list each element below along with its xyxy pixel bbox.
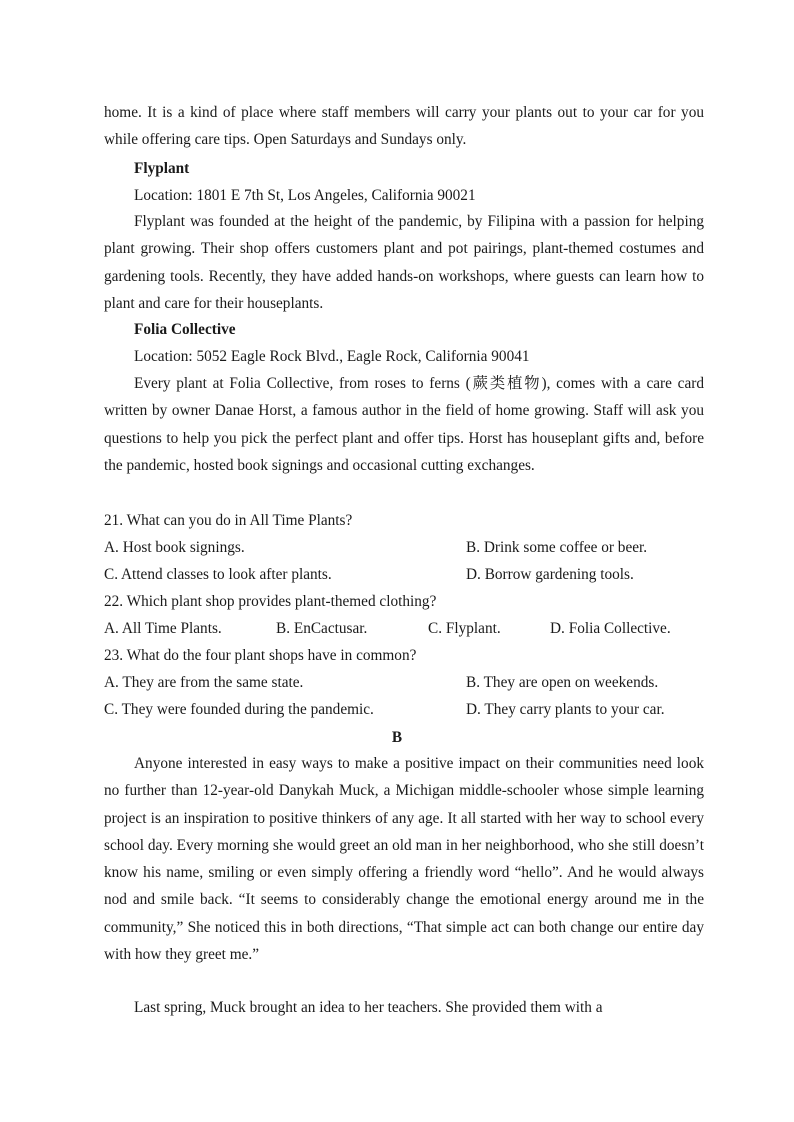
question-21-option-a: A. Host book signings. — [104, 539, 245, 556]
question-23-option-d: D. They carry plants to your car. — [466, 701, 665, 718]
question-23-option-a: A. They are from the same state. — [104, 674, 304, 691]
question-22-option-a: A. All Time Plants. — [104, 620, 222, 637]
question-22-stem: 22. Which plant shop provides plant-themed clothing? — [104, 593, 437, 610]
question-22-option-c: C. Flyplant. — [428, 620, 501, 637]
shop-heading-folia: Folia Collective — [134, 321, 236, 338]
question-22-option-b: B. EnCactusar. — [276, 620, 368, 637]
shop-location-folia: Location: 5052 Eagle Rock Blvd., Eagle Rock, California 90041 — [134, 348, 530, 365]
question-21-option-c: C. Attend classes to look after plants. — [104, 566, 332, 583]
continued-paragraph: home. It is a kind of place where staff members will carry your plants out to your car for you while offering care tips. Open Saturdays and Sundays only. — [104, 104, 704, 149]
shop-location-flyplant: Location: 1801 E 7th St, Los Angeles, California 90021 — [134, 187, 476, 204]
question-21-stem: 21. What can you do in All Time Plants? — [104, 512, 353, 529]
question-23-option-b: B. They are open on weekends. — [466, 674, 659, 691]
question-21-option-b: B. Drink some coffee or beer. — [466, 539, 648, 556]
passage-b-paragraph-1: Anyone interested in easy ways to make a positive impact on their communities need look no further than 12-year-old Danykah Muck, a Michigan middle-schooler whose simple learning project is an inspiration to positive thinkers of any age. It all started with her way to school every school day. Every morning she would greet an old man in her neighborhood, who she still doesn’t know his name, smiling or even simply offering a friendly word “hello”. And he would always nod and smile back. “It seems to considerably change the emotional energy around me in the community,” She noticed this in both directions, “That simple act can both change our entire day with how they greet me.” — [104, 755, 704, 964]
shop-description-folia: Every plant at Folia Collective, from roses to ferns (蕨类植物), comes with a care card written by owner Danae Horst, a famous author in the field of home growing. Staff will ask you questions to help you pick the perfect plant and offer tips. Horst has houseplant gifts and, before the pandemic, hosted book signings and occasional cutting exchanges. — [104, 375, 704, 474]
question-22-option-d: D. Folia Collective. — [550, 620, 671, 637]
question-23-option-c: C. They were founded during the pandemic. — [104, 701, 374, 718]
passage-b-paragraph-2: Last spring, Muck brought an idea to her teachers. She provided them with a — [134, 999, 603, 1016]
question-21-option-d: D. Borrow gardening tools. — [466, 566, 634, 583]
shop-description-flyplant: Flyplant was founded at the height of the pandemic, by Filipina with a passion for helping plant growing. Their shop offers customers plant and pot pairings, plant-themed costumes and gardening tools. Recently, they have added hands-on workshops, where guests can learn how to plant and care for their houseplants. — [104, 213, 704, 312]
question-23-stem: 23. What do the four plant shops have in common? — [104, 647, 417, 664]
section-b-heading: B — [391, 729, 403, 746]
shop-heading-flyplant: Flyplant — [134, 160, 190, 177]
